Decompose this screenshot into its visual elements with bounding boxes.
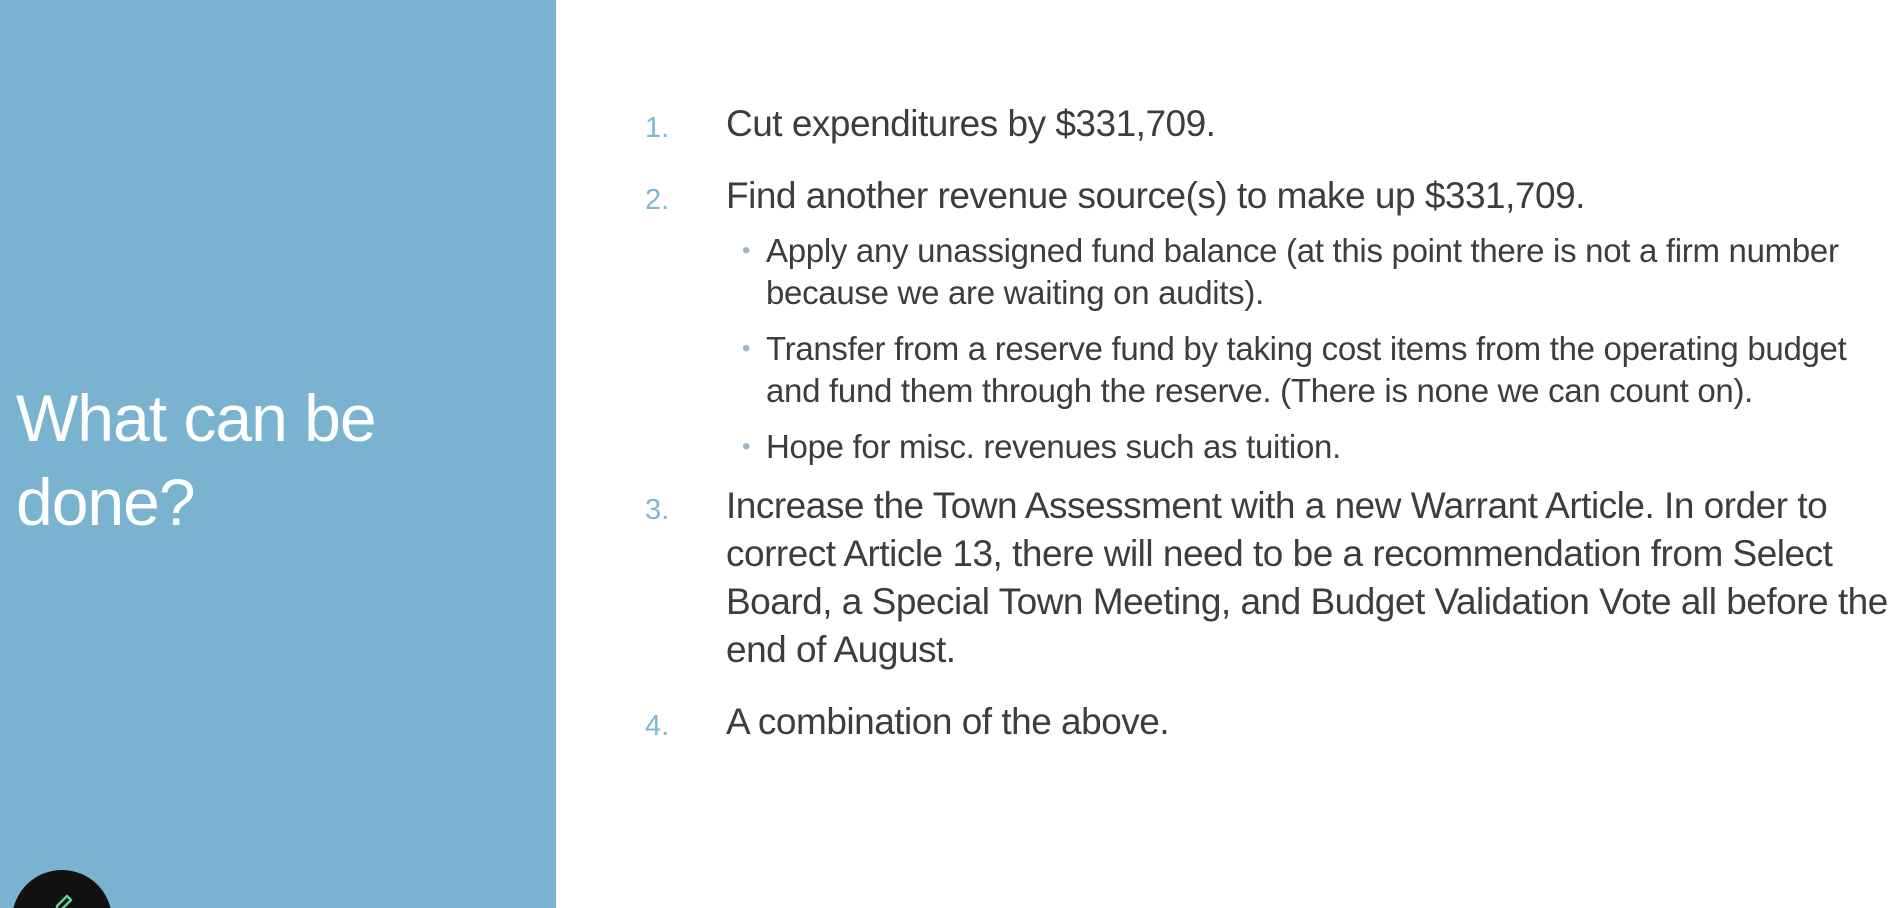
list-number: 1. bbox=[645, 112, 670, 144]
bullet-icon: • bbox=[742, 433, 751, 460]
pencil-icon[interactable] bbox=[54, 892, 76, 908]
list-item-text: Find another revenue source(s) to make up $331,709. bbox=[726, 175, 1585, 216]
slide-title: What can be done? bbox=[16, 381, 376, 539]
sub-list-item-text: Transfer from a reserve fund by taking cost items from the operating budget and fund them through the reserve. (There is none we can count on). bbox=[766, 330, 1847, 409]
sub-list-item-text: Apply any unassigned fund balance (at this point there is not a firm number because we are waiting on audits). bbox=[766, 232, 1839, 311]
sub-list-item-text: Hope for misc. revenues such as tuition. bbox=[766, 428, 1341, 465]
list-item-text: Increase the Town Assessment with a new Warrant Article. In order to correct Article 13, there will need to be a recommendation from Select Board, a Special Town Meeting, and Budget Validation Vote all before the end of August. bbox=[726, 485, 1888, 670]
list-number: 2. bbox=[645, 184, 670, 216]
list-item bbox=[640, 172, 1890, 468]
list-number: 3. bbox=[645, 494, 670, 526]
sub-list bbox=[726, 230, 1890, 468]
title-panel bbox=[0, 0, 556, 908]
list-item-text: Cut expenditures by $331,709. bbox=[726, 103, 1216, 144]
bullet-icon: • bbox=[742, 237, 751, 264]
bullet-icon: • bbox=[742, 335, 751, 362]
list-item bbox=[640, 100, 1890, 148]
slide-content bbox=[640, 100, 1890, 746]
list-number: 4. bbox=[645, 710, 670, 742]
list-item bbox=[640, 698, 1890, 746]
sub-list-item bbox=[726, 328, 1890, 412]
list-item bbox=[640, 482, 1890, 674]
sub-list-item bbox=[726, 230, 1890, 314]
list-item-text: A combination of the above. bbox=[726, 701, 1170, 742]
sub-list-item bbox=[726, 426, 1890, 468]
